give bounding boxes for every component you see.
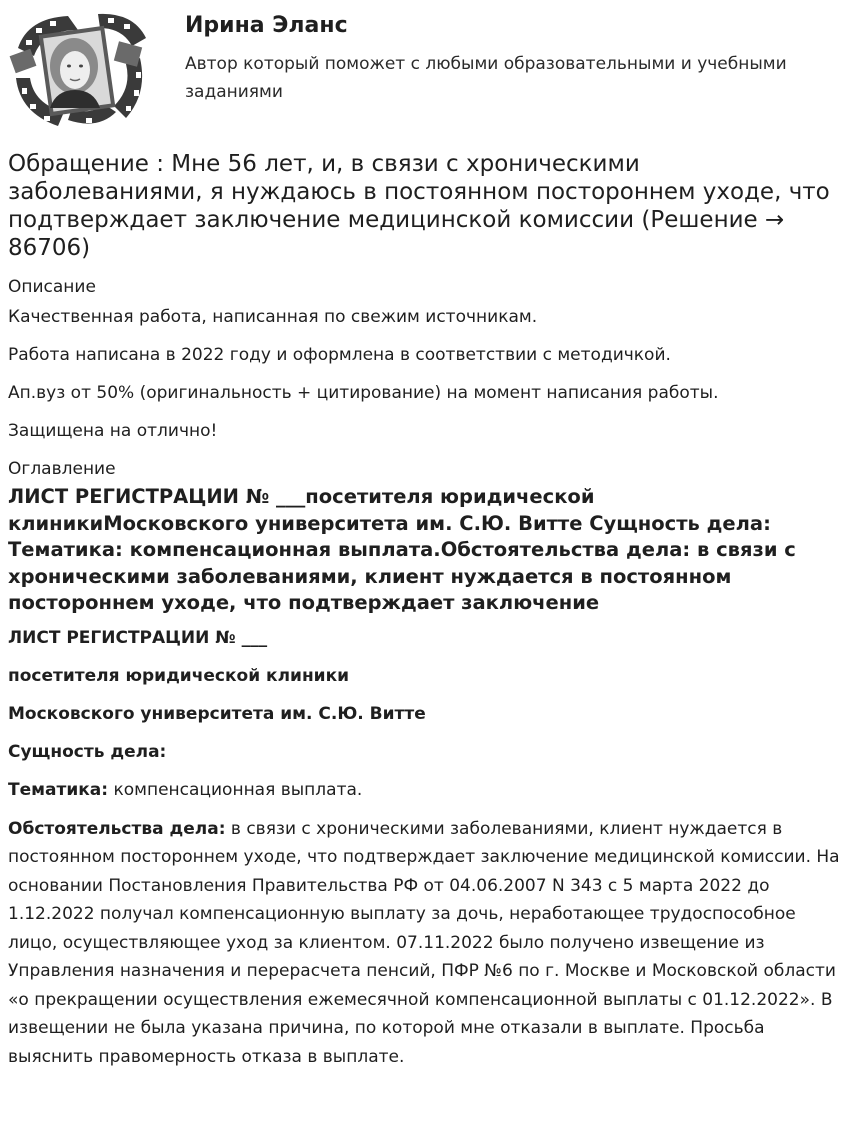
description-paragraph: Защищена на отлично! [8, 421, 218, 441]
topic-label: Тематика: [8, 779, 109, 800]
author-avatar[interactable] [8, 8, 150, 128]
circumstances-label: Обстоятельства дела: [8, 818, 226, 839]
author-bio: Автор который поможет с любыми образовательными и учебными заданиями [185, 54, 787, 102]
description-paragraph: Ап.вуз от 50% (оригинальность + цитирование) на момент написания работы. [8, 383, 719, 403]
topic-value: компенсационная выплата. [108, 779, 363, 800]
topic-line [8, 777, 840, 803]
author-card [0, 0, 847, 140]
essence-label: Сущность дела: [8, 741, 167, 762]
registration-heading: ЛИСТ РЕГИСТРАЦИИ № ___ [8, 627, 268, 648]
toc-label: Оглавление [8, 459, 116, 479]
circumstances-text: в связи с хроническими заболеваниями, клиент нуждается в постоянном постороннем уходе, что подтверждает заключение медицинской комиссии. На основании Постановления Правительства РФ от 04.06.2007 N 343 с 5 марта 2022 до 1.12.2022 получал компенсационную выплату за дочь, неработающее трудоспособное лицо, осуществляющее уход за клиентом. 07.11.2022 было получено извещение из Управления назначения и перерасчета пенсий, ПФР №6 по г. Москве и Московской области «о прекращении осуществления ежемесячной компенсационной выплаты с 01.12.2022». В извещении не была указана причина, по которой мне отказали в выплате. Просьба выяснить правомерность отказа в выплате. [8, 818, 840, 1067]
description-paragraph: Качественная работа, написанная по свежим источникам. [8, 307, 538, 327]
description-label: Описание [8, 277, 96, 297]
main-content [8, 274, 840, 1071]
description-paragraph: Работа написана в 2022 году и оформлена в соответствии с методичкой. [8, 345, 671, 365]
circumstances-paragraph [8, 815, 840, 1072]
registration-university-line: Московского университета им. С.Ю. Витте [8, 703, 426, 724]
author-name[interactable]: Ирина Эланс [185, 13, 348, 38]
page-title: Обращение : Мне 56 лет, и, в связи с хроническими заболеваниями, я нуждаюсь в постоянном постороннем уходе, что подтверждает заключение медицинской комиссии (Решение → 86706) [8, 151, 830, 261]
registration-visitor-line: посетителя юридической клиники [8, 665, 350, 686]
toc-title: ЛИСТ РЕГИСТРАЦИИ № ___посетителя юридической клиникиМосковского университета им. С.Ю. Витте Сущность дела: Тематика: компенсационная выплата.Обстоятельства дела: в связи с хроническими заболеваниями, клиент нуждается в постоянном постороннем уходе, что подтверждает заключение [8, 485, 796, 614]
